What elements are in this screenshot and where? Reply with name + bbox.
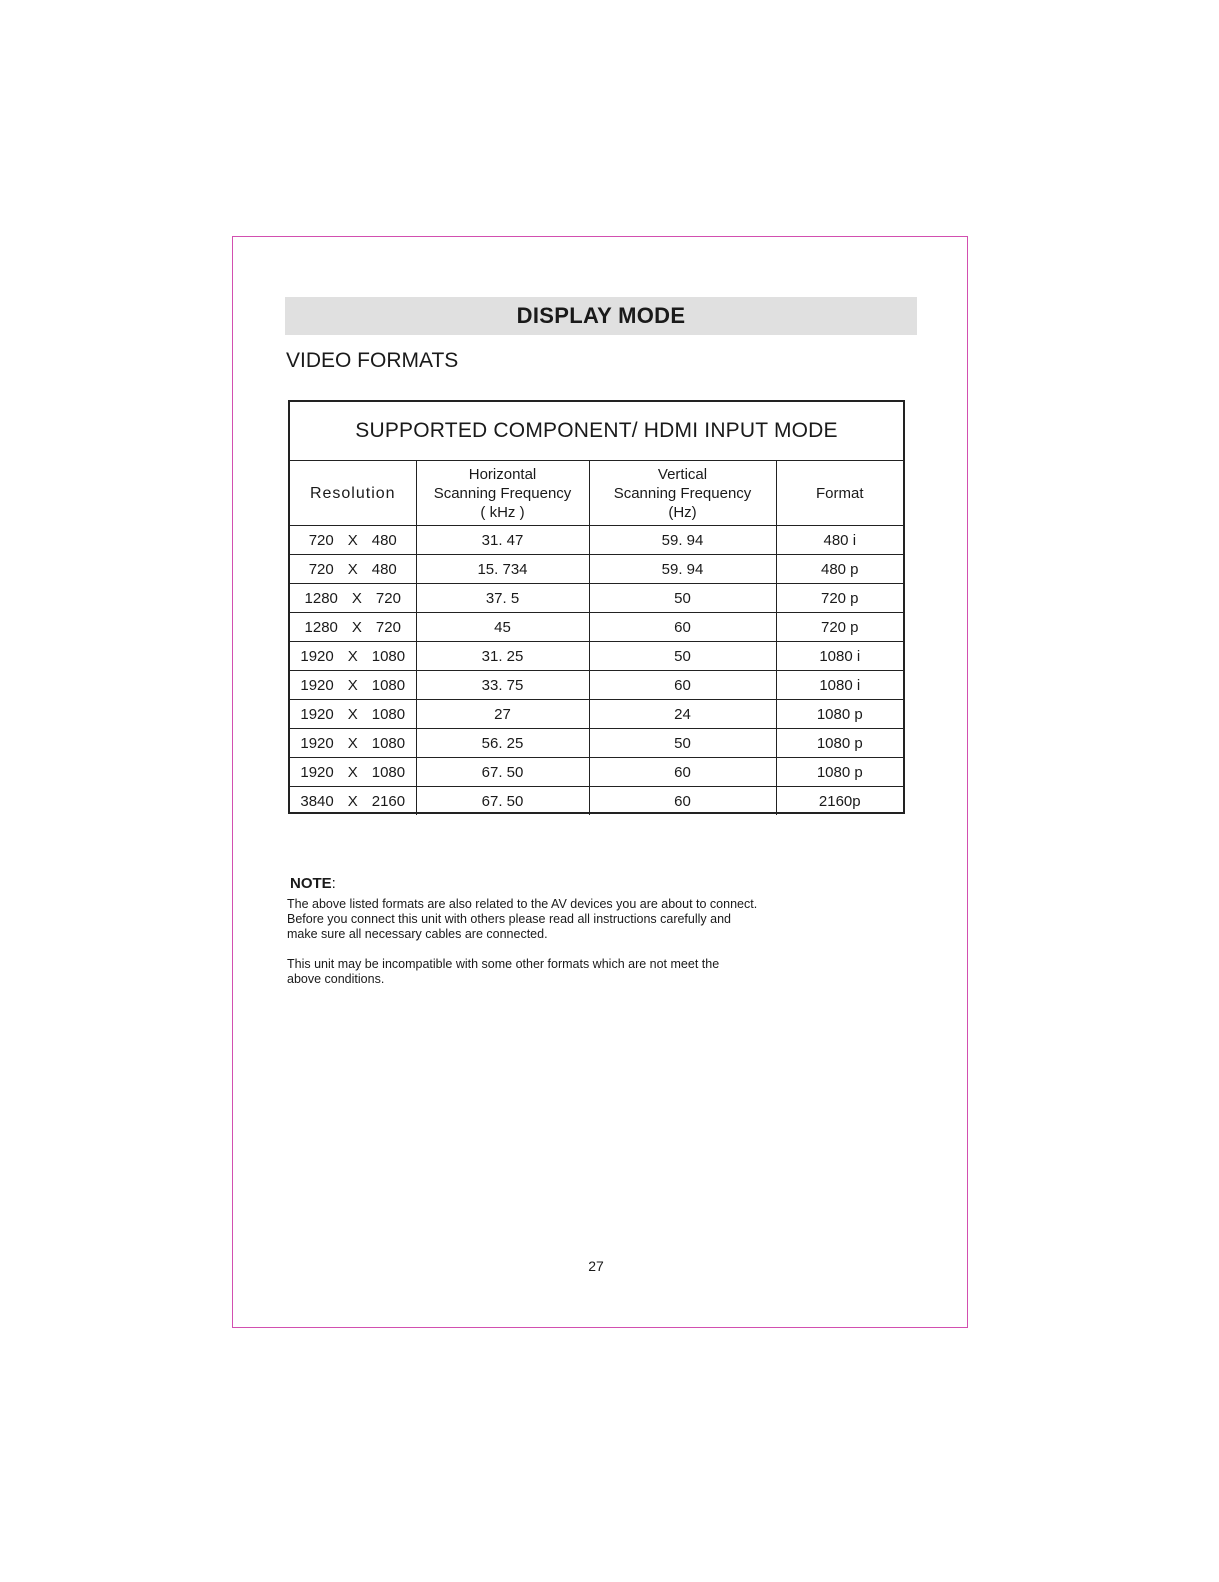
resolution-separator: X <box>347 763 358 781</box>
resolution-separator: X <box>347 676 358 694</box>
header-vertical-line2: Scanning Frequency <box>613 484 752 502</box>
note-p2-line2: above conditions. <box>287 972 385 986</box>
cell-format: 1080 p <box>776 729 903 758</box>
note-p2-line1: This unit may be incompatible with some other formats which are not meet the <box>287 957 720 971</box>
resolution-width: 1280 <box>304 618 338 636</box>
resolution-width: 1920 <box>300 647 334 665</box>
header-format: Format <box>776 461 903 526</box>
resolution-width: 1920 <box>300 763 334 781</box>
cell-resolution <box>290 671 416 700</box>
table-row <box>290 555 903 584</box>
cell-resolution <box>290 526 416 555</box>
cell-vertical-frequency: 50 <box>589 729 776 758</box>
note-paragraph-1 <box>287 897 807 942</box>
note-block <box>287 876 807 1002</box>
header-horizontal-line3: ( kHz ) <box>480 503 525 521</box>
cell-vertical-frequency: 60 <box>589 787 776 816</box>
formats-table-frame <box>288 400 905 814</box>
cell-vertical-frequency: 60 <box>589 758 776 787</box>
resolution-height: 1080 <box>371 705 406 723</box>
table-row <box>290 642 903 671</box>
cell-horizontal-frequency: 56. 25 <box>416 729 589 758</box>
header-resolution: Resolution <box>290 461 416 526</box>
cell-horizontal-frequency: 67. 50 <box>416 758 589 787</box>
resolution-width: 1920 <box>300 705 334 723</box>
resolution-separator: X <box>347 531 358 549</box>
resolution-width: 1280 <box>304 589 338 607</box>
table-header-row <box>290 461 903 526</box>
resolution-width: 720 <box>308 560 334 578</box>
cell-vertical-frequency: 60 <box>589 613 776 642</box>
resolution-height: 1080 <box>371 647 406 665</box>
table-row <box>290 584 903 613</box>
cell-format: 480 p <box>776 555 903 584</box>
resolution-height: 720 <box>375 589 401 607</box>
resolution-width: 1920 <box>300 734 334 752</box>
cell-resolution <box>290 729 416 758</box>
cell-format: 1080 p <box>776 700 903 729</box>
section-heading: VIDEO FORMATS <box>286 349 459 372</box>
cell-format: 480 i <box>776 526 903 555</box>
note-paragraph-2 <box>287 957 807 987</box>
cell-vertical-frequency: 50 <box>589 642 776 671</box>
cell-resolution <box>290 758 416 787</box>
table-row <box>290 613 903 642</box>
note-label-colon: : <box>331 875 336 892</box>
resolution-width: 720 <box>308 531 334 549</box>
cell-resolution <box>290 584 416 613</box>
resolution-height: 2160 <box>371 792 406 810</box>
header-vertical <box>589 461 776 526</box>
resolution-separator: X <box>347 560 358 578</box>
cell-format: 720 p <box>776 613 903 642</box>
note-p1-line2: Before you connect this unit with others please read all instructions carefully and <box>287 912 731 926</box>
resolution-separator: X <box>347 792 358 810</box>
header-vertical-line1: Vertical <box>657 465 708 483</box>
cell-format: 1080 i <box>776 671 903 700</box>
cell-format: 720 p <box>776 584 903 613</box>
table-row <box>290 700 903 729</box>
note-label <box>290 876 807 891</box>
formats-table <box>290 402 903 815</box>
cell-resolution <box>290 787 416 816</box>
note-p1-line1: The above listed formats are also related to the AV devices you are about to connect. <box>287 897 758 911</box>
cell-vertical-frequency: 59. 94 <box>589 555 776 584</box>
resolution-height: 480 <box>371 560 397 578</box>
cell-horizontal-frequency: 31. 25 <box>416 642 589 671</box>
resolution-height: 480 <box>371 531 397 549</box>
page-title: DISPLAY MODE <box>516 303 686 328</box>
cell-horizontal-frequency: 45 <box>416 613 589 642</box>
cell-vertical-frequency: 59. 94 <box>589 526 776 555</box>
cell-format: 1080 p <box>776 758 903 787</box>
title-bar <box>285 297 917 335</box>
table-caption: SUPPORTED COMPONENT/ HDMI INPUT MODE <box>290 402 903 461</box>
table-row <box>290 526 903 555</box>
resolution-height: 720 <box>375 618 401 636</box>
resolution-height: 1080 <box>371 676 406 694</box>
note-p1-line3: make sure all necessary cables are connected. <box>287 927 548 941</box>
note-label-text: NOTE <box>290 875 332 892</box>
cell-resolution <box>290 613 416 642</box>
cell-vertical-frequency: 50 <box>589 584 776 613</box>
cell-horizontal-frequency: 37. 5 <box>416 584 589 613</box>
cell-resolution <box>290 642 416 671</box>
cell-format: 1080 i <box>776 642 903 671</box>
cell-resolution <box>290 700 416 729</box>
table-row <box>290 787 903 816</box>
header-horizontal <box>416 461 589 526</box>
cell-vertical-frequency: 60 <box>589 671 776 700</box>
resolution-height: 1080 <box>371 763 406 781</box>
resolution-height: 1080 <box>371 734 406 752</box>
table-row <box>290 729 903 758</box>
cell-horizontal-frequency: 33. 75 <box>416 671 589 700</box>
resolution-width: 3840 <box>300 792 334 810</box>
resolution-width: 1920 <box>300 676 334 694</box>
cell-resolution <box>290 555 416 584</box>
page-number: 27 <box>588 1258 604 1274</box>
resolution-separator: X <box>347 705 358 723</box>
table-row <box>290 671 903 700</box>
cell-vertical-frequency: 24 <box>589 700 776 729</box>
header-horizontal-line2: Scanning Frequency <box>433 484 572 502</box>
cell-horizontal-frequency: 31. 47 <box>416 526 589 555</box>
resolution-separator: X <box>351 618 362 636</box>
resolution-separator: X <box>347 734 358 752</box>
resolution-separator: X <box>351 589 362 607</box>
cell-horizontal-frequency: 27 <box>416 700 589 729</box>
table-row <box>290 758 903 787</box>
resolution-separator: X <box>347 647 358 665</box>
header-vertical-line3: (Hz) <box>668 503 697 521</box>
cell-format: 2160p <box>776 787 903 816</box>
cell-horizontal-frequency: 67. 50 <box>416 787 589 816</box>
cell-horizontal-frequency: 15. 734 <box>416 555 589 584</box>
header-horizontal-line1: Horizontal <box>468 465 537 483</box>
